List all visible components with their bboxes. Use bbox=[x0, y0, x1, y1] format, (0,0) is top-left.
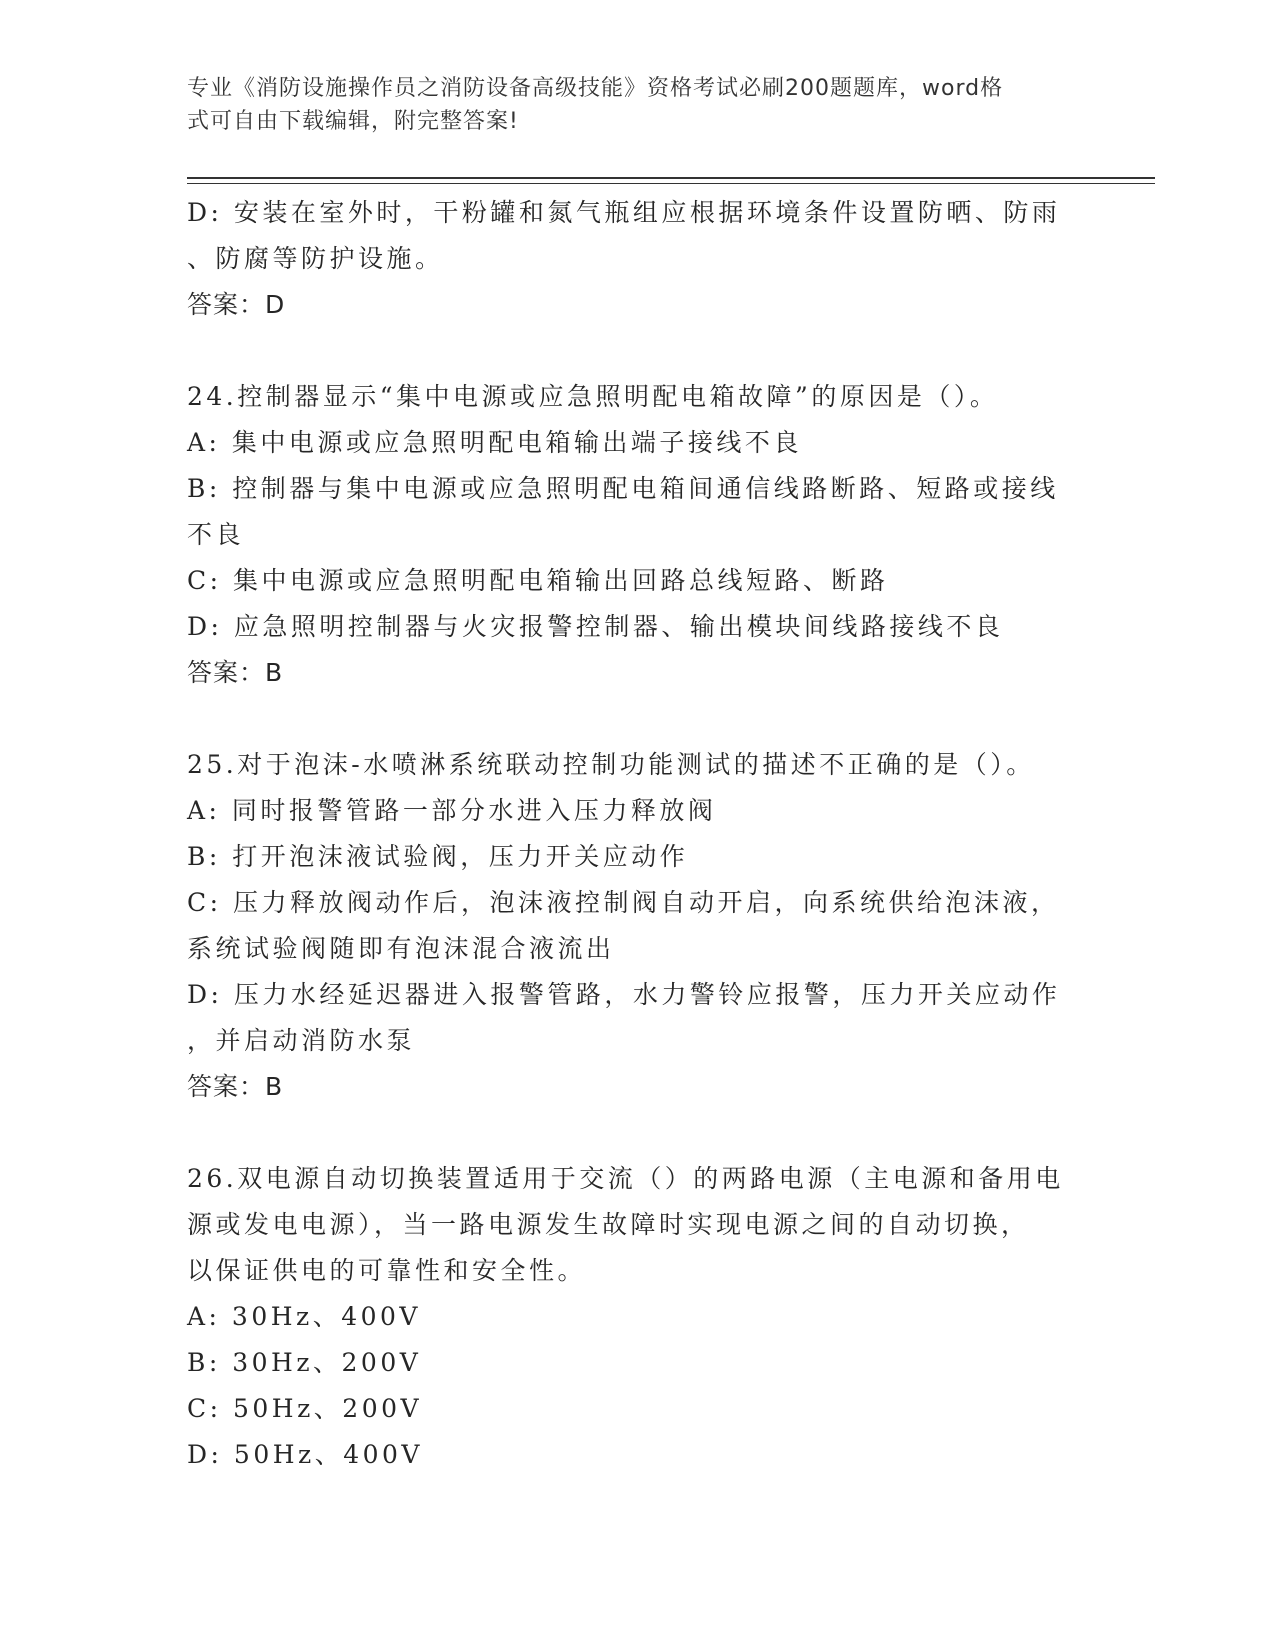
option-b: B: 30Hz、200V bbox=[187, 1348, 422, 1377]
question-25 bbox=[187, 742, 1077, 1110]
option-a: A: 同时报警管路一部分水进入压力释放阀 bbox=[187, 796, 717, 825]
question-stem: 25.对于泡沫-水喷淋系统联动控制功能测试的描述不正确的是（）。 bbox=[187, 750, 1035, 779]
header-divider-thin bbox=[187, 183, 1155, 184]
spacer bbox=[187, 1110, 1077, 1156]
option-c: C: 集中电源或应急照明配电箱输出回路总线短路、断路 bbox=[187, 566, 889, 595]
header-title-line-2: 式可自由下载编辑，附完整答案! bbox=[187, 109, 519, 134]
question-stem-line-1: 26.双电源自动切换装置适用于交流（）的两路电源（主电源和备用电 bbox=[187, 1164, 1064, 1193]
option-a: A: 30Hz、400V bbox=[187, 1302, 421, 1331]
answer-label: 答案：B bbox=[187, 658, 284, 687]
page-header bbox=[187, 72, 1067, 138]
option-c-line-1: C: 压力释放阀动作后，泡沫液控制阀自动开启，向系统供给泡沫液， bbox=[187, 888, 1060, 917]
option-a: A: 集中电源或应急照明配电箱输出端子接线不良 bbox=[187, 428, 802, 457]
option-c: C: 50Hz、200V bbox=[187, 1394, 423, 1423]
document-body bbox=[187, 190, 1077, 1478]
option-d: D: 50Hz、400V bbox=[187, 1440, 423, 1469]
header-title-line-1: 专业《消防设施操作员之消防设备高级技能》资格考试必刷200题题库，word格 bbox=[187, 76, 1004, 101]
option-d: D: 应急照明控制器与火灾报警控制器、输出模块间线路接线不良 bbox=[187, 612, 1004, 641]
header-divider-thick bbox=[187, 177, 1155, 179]
question-23-tail bbox=[187, 190, 1077, 328]
answer-label: 答案：B bbox=[187, 1072, 284, 1101]
question-26 bbox=[187, 1156, 1077, 1478]
option-b: B: 打开泡沫液试验阀，压力开关应动作 bbox=[187, 842, 689, 871]
option-d-line-2: 、防腐等防护设施。 bbox=[187, 244, 444, 273]
option-c-line-2: 系统试验阀随即有泡沫混合液流出 bbox=[187, 934, 615, 963]
answer-label: 答案：D bbox=[187, 290, 286, 319]
question-stem: 24.控制器显示“集中电源或应急照明配电箱故障”的原因是（）。 bbox=[187, 382, 999, 411]
question-stem-line-3: 以保证供电的可靠性和安全性。 bbox=[187, 1256, 587, 1285]
question-stem-line-2: 源或发电电源），当一路电源发生故障时实现电源之间的自动切换， bbox=[187, 1210, 1030, 1239]
spacer bbox=[187, 328, 1077, 374]
option-d-line-2: ，并启动消防水泵 bbox=[187, 1026, 416, 1055]
option-d-line-1: D: 压力水经延迟器进入报警管路，水力警铃应报警，压力开关应动作 bbox=[187, 980, 1061, 1009]
spacer bbox=[187, 696, 1077, 742]
question-24 bbox=[187, 374, 1077, 696]
option-d-line-1: D: 安装在室外时，干粉罐和氮气瓶组应根据环境条件设置防晒、防雨 bbox=[187, 198, 1061, 227]
option-b-line-2: 不良 bbox=[187, 520, 245, 549]
option-b-line-1: B: 控制器与集中电源或应急照明配电箱间通信线路断路、短路或接线 bbox=[187, 474, 1059, 503]
